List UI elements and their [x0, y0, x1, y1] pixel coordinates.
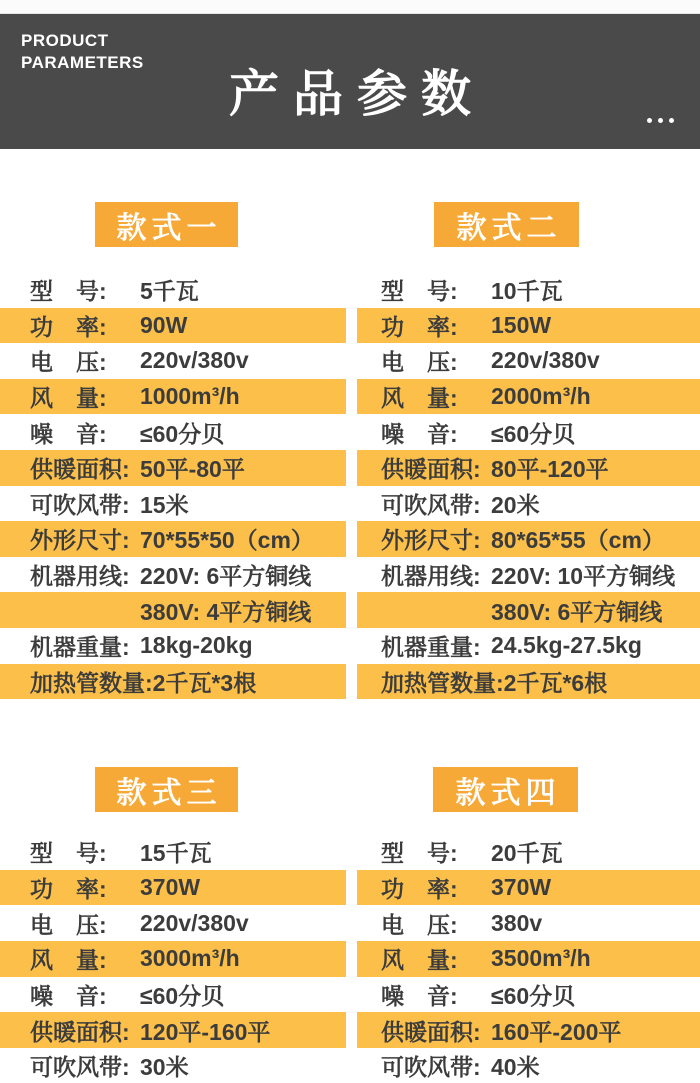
style-badge-4: 款式四	[433, 767, 578, 812]
spec-label: 噪 音:	[30, 420, 107, 447]
spec-value: 3500m³/h	[491, 945, 591, 972]
spec-value: 220v/380v	[140, 347, 249, 374]
spec-label: 风 量:	[30, 385, 107, 412]
spec-label: 电 压:	[381, 911, 458, 938]
style-badge-3: 款式三	[95, 767, 238, 812]
spec-value: 220v/380v	[140, 909, 249, 936]
spec-value: 370W	[491, 874, 552, 901]
header-banner	[0, 14, 700, 149]
spec-value: 20千瓦	[491, 840, 563, 867]
spec-value: 150W	[491, 311, 552, 338]
spec-value: ≤60分贝	[140, 983, 225, 1010]
spec-value: ≤60分贝	[140, 420, 225, 447]
spec-label: 电 压:	[30, 349, 107, 376]
spec-row	[0, 521, 346, 557]
spec-value: 220V: 10平方铜线	[491, 563, 676, 590]
spec-value: 90W	[140, 311, 188, 338]
spec-value: 15千瓦	[140, 840, 212, 867]
spec-label: 风 量:	[381, 947, 458, 974]
spec-label: 噪 音:	[30, 983, 107, 1010]
spec-row	[0, 905, 346, 941]
spec-label: 电 压:	[381, 349, 458, 376]
spec-value: 2千瓦*6根	[503, 669, 608, 696]
spec-value: 220V: 6平方铜线	[140, 563, 312, 590]
spec-label: 机器重量:	[381, 634, 481, 661]
spec-table-style-3	[0, 834, 346, 1083]
spec-value: 20米	[491, 491, 540, 518]
dot	[658, 118, 663, 123]
spec-value: 380V: 4平方铜线	[140, 598, 312, 625]
spec-row	[0, 664, 346, 700]
spec-row	[0, 870, 346, 906]
spec-row	[357, 592, 700, 628]
spec-table-style-1	[0, 272, 346, 699]
spec-value: 2千瓦*3根	[152, 669, 257, 696]
spec-label: 加热管数量:	[381, 669, 504, 696]
spec-row	[0, 557, 346, 593]
spec-label: 型 号:	[30, 278, 107, 305]
kicker-line-1: PRODUCT	[21, 31, 109, 50]
spec-label: 供暖面积:	[30, 1018, 130, 1045]
spec-table-style-2	[357, 272, 700, 699]
spec-label: 供暖面积:	[30, 456, 130, 483]
spec-row	[0, 379, 346, 415]
spec-row	[357, 870, 700, 906]
spec-value: 2000m³/h	[491, 383, 591, 410]
spec-row	[357, 272, 700, 308]
spec-row	[0, 1012, 346, 1048]
spec-row	[0, 834, 346, 870]
spec-label: 可吹风带:	[381, 491, 481, 518]
spec-row	[0, 308, 346, 344]
spec-label: 外形尺寸:	[30, 527, 130, 554]
spec-row	[357, 521, 700, 557]
kicker-line-2: PARAMETERS	[21, 53, 144, 72]
spec-label: 供暖面积:	[381, 1018, 481, 1045]
spec-label: 型 号:	[381, 278, 458, 305]
spec-label: 电 压:	[30, 911, 107, 938]
spec-label: 功 率:	[381, 876, 458, 903]
spec-label: 型 号:	[30, 840, 107, 867]
spec-label: 机器重量:	[30, 634, 130, 661]
spec-value: 80平-120平	[491, 456, 609, 483]
spec-label: 外形尺寸:	[381, 527, 481, 554]
spec-value: 10千瓦	[491, 278, 563, 305]
spec-row	[357, 977, 700, 1013]
spec-value: ≤60分贝	[491, 983, 576, 1010]
spec-label: 风 量:	[30, 947, 107, 974]
spec-value: 380v	[491, 909, 543, 936]
dot	[669, 118, 674, 123]
spec-value: 3000m³/h	[140, 945, 240, 972]
spec-label: 可吹风带:	[381, 1054, 481, 1081]
spec-value: 15米	[140, 491, 189, 518]
spec-row	[0, 1048, 346, 1083]
spec-value: 18kg-20kg	[140, 632, 253, 659]
spec-value: 370W	[140, 874, 201, 901]
spec-row	[357, 834, 700, 870]
spec-row	[0, 343, 346, 379]
spec-row	[357, 905, 700, 941]
spec-value: 70*55*50（cm）	[140, 527, 314, 554]
spec-label: 功 率:	[30, 876, 107, 903]
spec-label: 功 率:	[30, 313, 107, 340]
spec-value: 80*65*55（cm）	[491, 527, 665, 554]
spec-label: 机器用线:	[381, 563, 481, 590]
spec-row	[357, 379, 700, 415]
top-strip	[0, 0, 700, 14]
style-badge-2: 款式二	[434, 202, 579, 247]
spec-value: 380V: 6平方铜线	[491, 598, 663, 625]
spec-row	[0, 486, 346, 522]
spec-label: 供暖面积:	[381, 456, 481, 483]
spec-label: 型 号:	[381, 840, 458, 867]
spec-row	[357, 486, 700, 522]
spec-row	[357, 941, 700, 977]
spec-row	[357, 450, 700, 486]
spec-row	[0, 272, 346, 308]
spec-row	[357, 628, 700, 664]
spec-label: 噪 音:	[381, 983, 458, 1010]
spec-row	[0, 592, 346, 628]
dot	[647, 118, 652, 123]
spec-row	[357, 1012, 700, 1048]
spec-label: 功 率:	[381, 313, 458, 340]
spec-row	[357, 308, 700, 344]
spec-row	[357, 1048, 700, 1083]
spec-label: 机器用线:	[30, 563, 130, 590]
spec-value: 50平-80平	[140, 456, 245, 483]
spec-value: 5千瓦	[140, 278, 199, 305]
spec-row	[357, 557, 700, 593]
spec-value: 120平-160平	[140, 1018, 271, 1045]
spec-label: 可吹风带:	[30, 491, 130, 518]
spec-label: 风 量:	[381, 385, 458, 412]
more-ellipsis-icon[interactable]	[647, 118, 674, 123]
spec-label: 噪 音:	[381, 420, 458, 447]
spec-value: 220v/380v	[491, 347, 600, 374]
spec-value: 160平-200平	[491, 1018, 622, 1045]
spec-row	[0, 977, 346, 1013]
spec-value: ≤60分贝	[491, 420, 576, 447]
spec-row	[0, 450, 346, 486]
spec-value: 24.5kg-27.5kg	[491, 632, 642, 659]
spec-label: 加热管数量:	[30, 669, 153, 696]
style-badge-1: 款式一	[95, 202, 238, 247]
page-title: 产品参数	[229, 66, 485, 122]
spec-row	[357, 343, 700, 379]
spec-value: 40米	[491, 1054, 540, 1081]
spec-value: 1000m³/h	[140, 383, 240, 410]
spec-label: 可吹风带:	[30, 1054, 130, 1081]
spec-value: 30米	[140, 1054, 189, 1081]
spec-row	[0, 414, 346, 450]
spec-row	[0, 941, 346, 977]
spec-row	[0, 628, 346, 664]
spec-row	[357, 664, 700, 700]
spec-row	[357, 414, 700, 450]
spec-table-style-4	[357, 834, 700, 1083]
